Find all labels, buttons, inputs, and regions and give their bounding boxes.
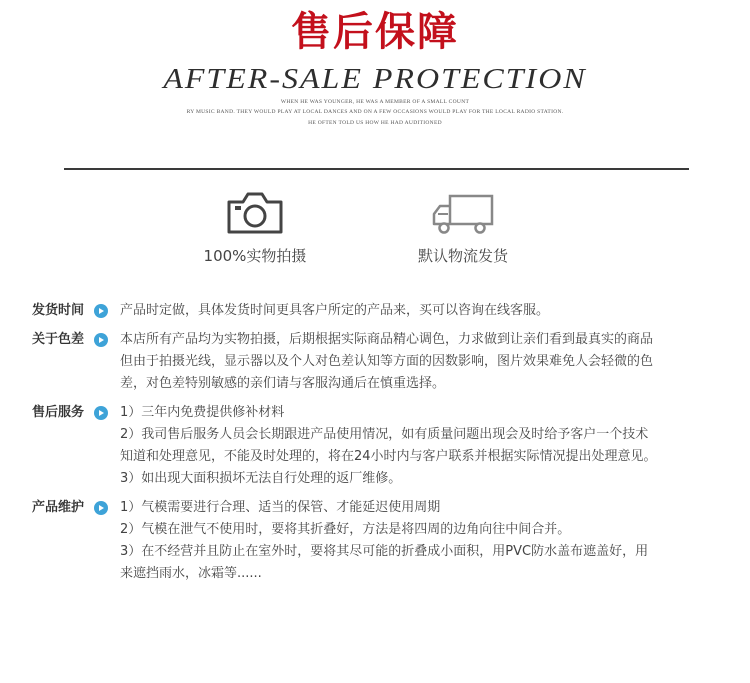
feature-logistics: [388, 190, 538, 266]
delivery-truck-icon: [430, 190, 496, 236]
page-subtitle: AFTER-SALE PROTECTION: [163, 61, 587, 95]
section-text: 来遮挡雨水，冰霜等......: [120, 566, 262, 581]
camera-icon: [225, 190, 285, 236]
section-text: 1）气模需要进行合理、适当的保管、才能延迟使用周期: [120, 500, 441, 515]
section-after-sale-service: [32, 402, 722, 490]
section-text: 差，对色差特别敏感的亲们请与客服沟通后在慎重选择。: [120, 376, 446, 391]
section-label: 产品维护: [32, 500, 85, 515]
section-text: 3）如出现大面积损坏无法自行处理的返厂维修。: [120, 471, 402, 486]
section-text: 3）在不经营并且防止在室外时，要将其尽可能的折叠成小面积，用PVC防水盖布遮盖好，用: [120, 544, 649, 559]
header-divider: [64, 168, 689, 170]
section-text: 2）我司售后服务人员会长期跟进产品使用情况，如有质量问题出现会及时给予客户一个技术: [120, 427, 649, 442]
section-label: 发货时间: [32, 303, 85, 318]
page-title: 售后保障: [291, 9, 459, 55]
feature-label: 默认物流发货: [417, 247, 508, 265]
section-text: 但由于拍摄光线，显示器以及个人对色差认知等方面的因数影响，图片效果难免人会轻微的色: [120, 354, 654, 369]
small-print-line: HE OFTEN TOLD US HOW HE HAD AUDITIONED: [308, 120, 442, 126]
section-product-maintenance: [32, 497, 722, 585]
play-arrow-icon: [94, 304, 108, 318]
small-print-line: RY MUSIC BAND. THEY WOULD PLAY AT LOCAL DANCES AND ON A FEW OCCASIONS WOULD PLAY FOR THE LOCAL RADIO STATION.: [186, 109, 564, 115]
section-text: 知道和处理意见，不能及时处理的，将在24小时内与客户联系并根据实际情况提出处理意见。: [120, 449, 657, 464]
section-text: 本店所有产品均为实物拍摄，后期根据实际商品精心调色，力求做到让亲们看到最真实的商品: [120, 332, 654, 347]
section-label: 售后服务: [32, 405, 85, 420]
section-color-difference: [32, 329, 722, 395]
section-shipping-time: [32, 300, 722, 322]
section-text: 2）气模在泄气不使用时，要将其折叠好，方法是将四周的边角向往中间合并。: [120, 522, 571, 537]
small-print-line: WHEN HE WAS YOUNGER, HE WAS A MEMBER OF A SMALL COUNT: [280, 99, 470, 105]
section-label: 关于色差: [32, 332, 85, 347]
info-sections: [32, 300, 722, 592]
section-text: 1）三年内免费提供修补材料: [120, 405, 285, 420]
play-arrow-icon: [94, 501, 108, 515]
feature-real-photo: [180, 190, 330, 266]
play-arrow-icon: [94, 406, 108, 420]
play-arrow-icon: [94, 333, 108, 347]
feature-label: 100%实物拍摄: [203, 247, 307, 265]
section-text: 产品时定做，具体发货时间更具客户所定的产品来，买可以咨询在线客服。: [120, 303, 550, 318]
